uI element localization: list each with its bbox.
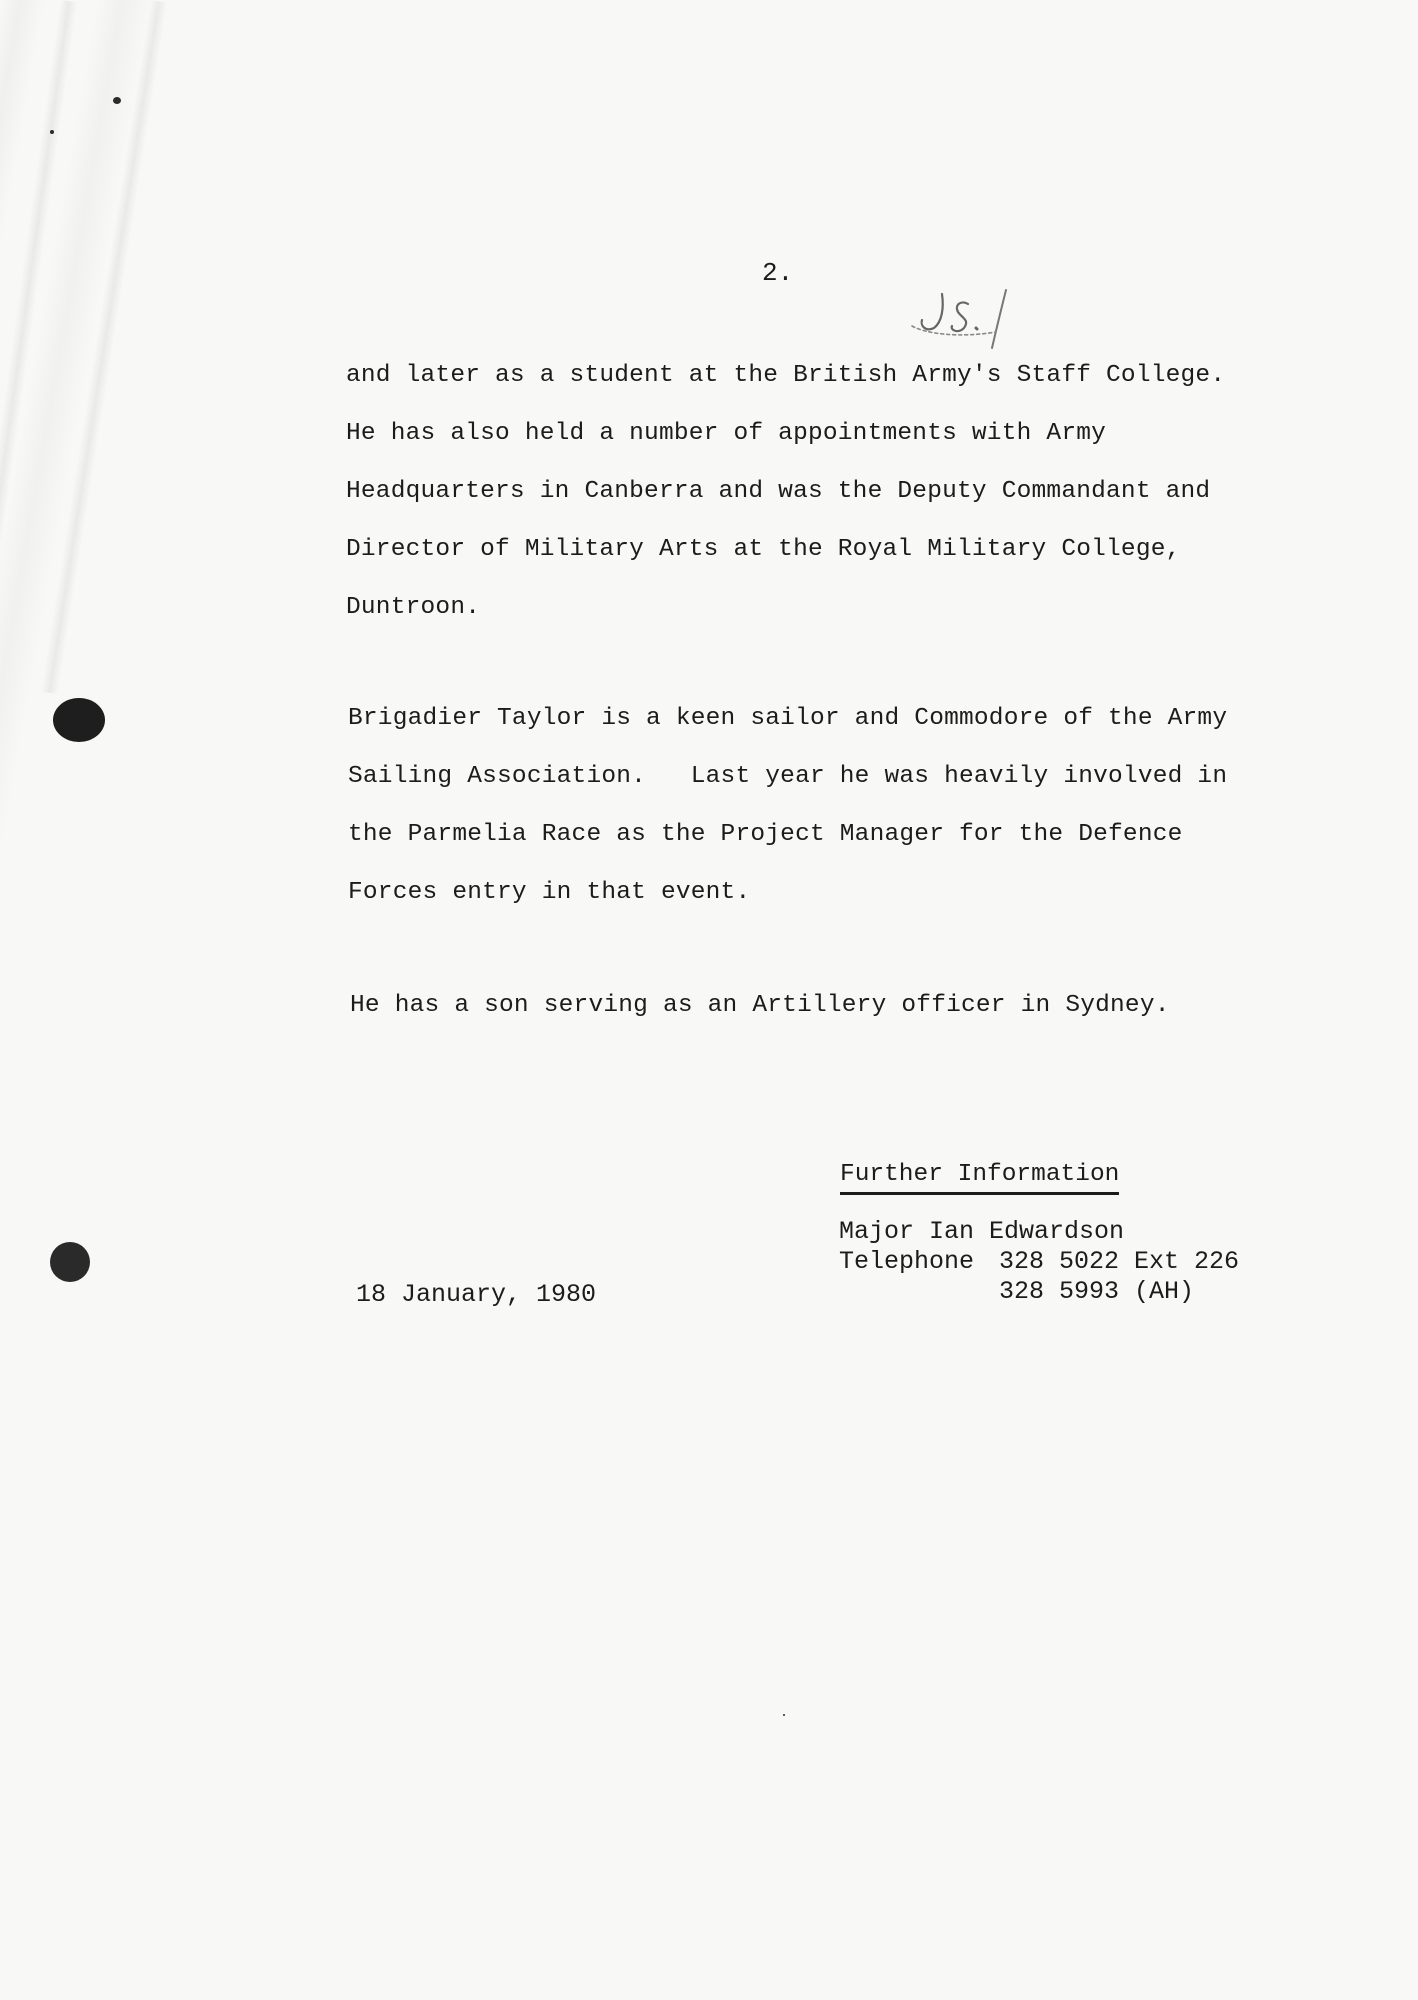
text-line: Brigadier Taylor is a keen sailor and Commodore of the Army xyxy=(348,705,1228,732)
handwritten-initials-js xyxy=(900,282,1025,357)
text-line: Forces entry in that event. xyxy=(348,879,751,906)
text-line: Director of Military Arts at the Royal Military College, xyxy=(346,536,1181,563)
paragraph-family xyxy=(350,977,1250,1035)
punch-hole xyxy=(50,1242,90,1282)
text-line: and later as a student at the British Army's Staff College. xyxy=(346,362,1226,389)
paragraph-career xyxy=(346,347,1246,637)
telephone-label: Telephone xyxy=(839,1247,975,1276)
text-line: He has also held a number of appointments with Army xyxy=(346,420,1107,447)
contact-name: Major Ian Edwardson xyxy=(839,1217,1125,1246)
text-line: He has a son serving as an Artillery officer in Sydney. xyxy=(350,992,1170,1019)
ink-speck xyxy=(113,97,121,104)
paragraph-sailing xyxy=(348,690,1248,922)
ink-speck xyxy=(783,1714,785,1716)
page-number: 2. xyxy=(762,258,794,288)
contact-block xyxy=(839,1217,1239,1307)
further-information-heading: Further Information xyxy=(840,1160,1119,1195)
contact-telephone-row xyxy=(839,1247,1239,1277)
ink-speck xyxy=(50,130,54,134)
text-line: Sailing Association. Last year he was heavily involved in xyxy=(348,763,1228,790)
text-line: the Parmelia Race as the Project Manager for the Defence xyxy=(348,821,1183,848)
document-date: 18 January, 1980 xyxy=(356,1280,597,1309)
contact-after-hours-row xyxy=(839,1277,1239,1307)
telephone-after-hours: 328 5993 (AH) xyxy=(999,1277,1195,1306)
paper-crease xyxy=(0,0,78,894)
punch-hole xyxy=(53,698,105,742)
text-line: Duntroon. xyxy=(346,594,481,621)
text-line: Headquarters in Canberra and was the Deputy Commandant and xyxy=(346,478,1211,505)
telephone-primary: 328 5022 Ext 226 xyxy=(999,1247,1240,1276)
